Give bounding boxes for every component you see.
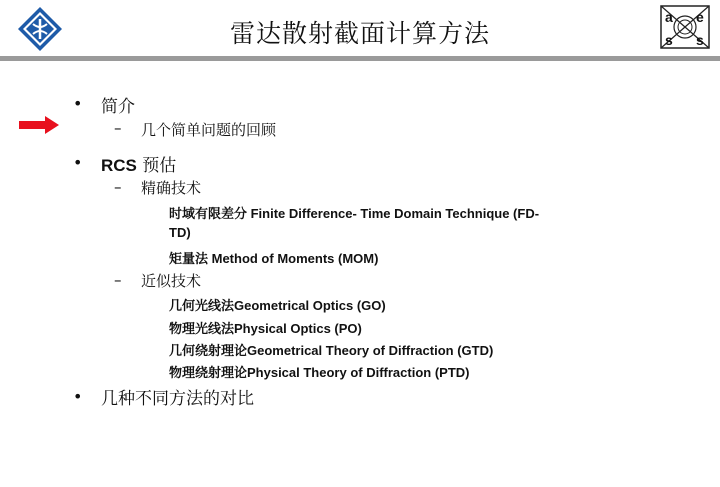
dash-marker: – (114, 119, 122, 137)
item-rcs: RCS 预估 (101, 156, 177, 176)
bullet-dot: • (73, 153, 83, 172)
header-divider (0, 56, 720, 61)
item-intro: 简介 (101, 97, 135, 117)
item-fdtd-line2: TD) (169, 225, 191, 240)
item-intro-sub: 几个简单问题的回顾 (141, 121, 277, 139)
svg-text:s: s (696, 32, 704, 48)
svg-text:s: s (665, 32, 673, 48)
item-go: 几何光线法Geometrical Optics (GO) (169, 298, 386, 313)
item-ptd: 物理绕射理论Physical Theory of Diffraction (PTD) (169, 365, 470, 380)
red-arrow-icon (19, 116, 59, 134)
dash-marker: – (114, 178, 122, 196)
item-compare: 几种不同方法的对比 (101, 389, 254, 409)
svg-text:e: e (696, 9, 704, 25)
item-approx: 近似技术 (141, 272, 202, 290)
item-exact: 精确技术 (141, 179, 202, 197)
slide-header (0, 0, 720, 60)
item-mom: 矩量法 Method of Moments (MOM) (169, 251, 379, 266)
svg-text:a: a (665, 9, 673, 25)
dash-marker: – (114, 271, 122, 289)
page-title: 雷达散射截面计算方法 (229, 19, 490, 48)
item-po: 物理光线法Physical Optics (PO) (169, 321, 362, 336)
aess-logo-icon (660, 5, 710, 49)
item-fdtd-line1: 时域有限差分 Finite Difference- Time Domain Technique (FD- (169, 206, 540, 221)
bullet-dot: • (73, 94, 83, 113)
bullet-dot: • (73, 387, 83, 406)
item-gtd: 几何绕射理论Geometrical Theory of Diffraction (GTD) (169, 343, 494, 358)
